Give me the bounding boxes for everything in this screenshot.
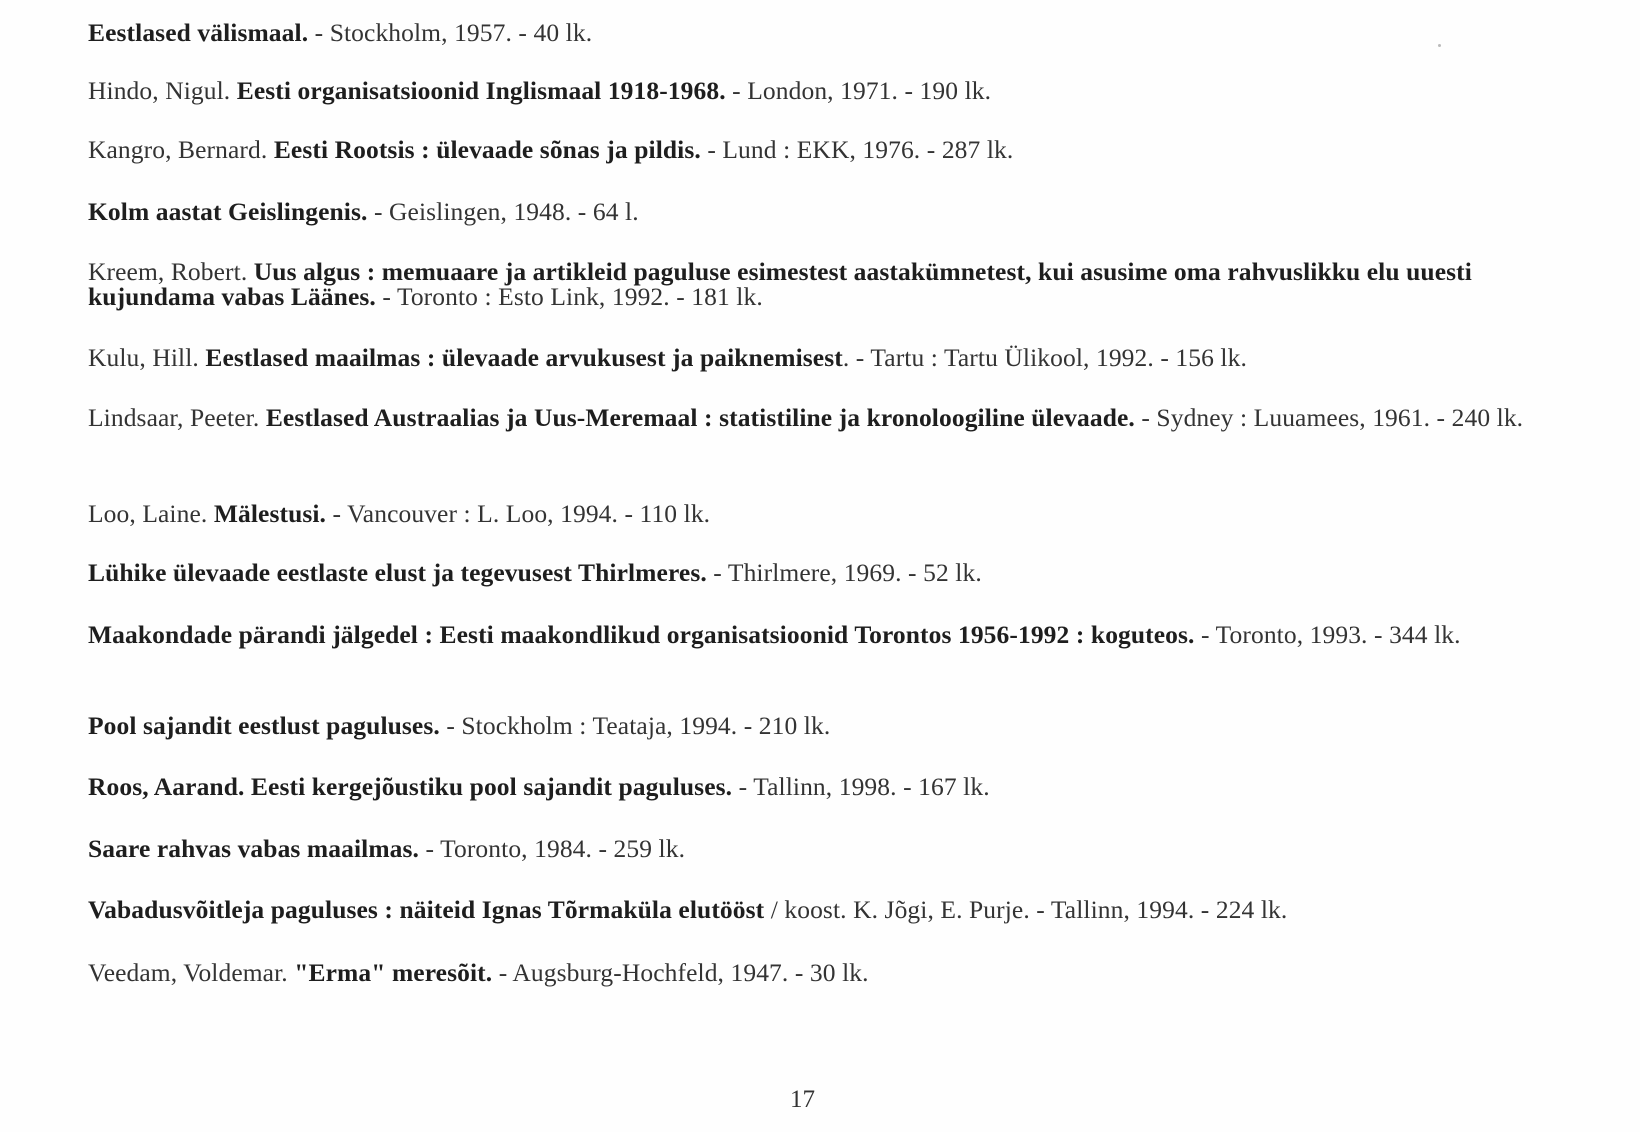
entry-publication: - Stockholm, 1957. - 40 lk. [308, 18, 593, 47]
entry-title: Eestlased maailmas : ülevaade arvukusest ja paiknemisest [205, 343, 843, 372]
bibliography-entry [88, 405, 1548, 430]
bibliography-entry [88, 960, 1548, 985]
entry-author: Veedam, Voldemar. [88, 958, 295, 987]
entry-author: Kangro, Bernard. [88, 135, 274, 164]
bibliography-entry [88, 560, 1548, 585]
bibliography-entry [88, 774, 1548, 799]
entry-title: Maakondade pärandi jälgedel : Eesti maakondlikud organisatsioonid Torontos 1956-1992 : koguteos. [88, 620, 1195, 649]
entry-author: Loo, Laine. [88, 499, 214, 528]
entry-publication: - Vancouver : L. Loo, 1994. - 110 lk. [326, 499, 711, 528]
entry-publication: . - Tartu : Tartu Ülikool, 1992. - 156 lk. [842, 343, 1247, 372]
entry-author: Lindsaar, Peeter. [88, 403, 266, 432]
page-number: 17 [790, 1086, 815, 1113]
bibliography-entry [88, 259, 1548, 309]
entry-publication: - Toronto, 1984. - 259 lk. [419, 834, 686, 863]
entry-title: Eesti organisatsioonid Inglismaal 1918-1968. [236, 76, 726, 105]
entry-publication: - Toronto, 1993. - 344 lk. [1194, 620, 1461, 649]
scan-speck [1438, 44, 1441, 47]
bibliography-entry [88, 137, 1548, 162]
bibliography-entry [88, 78, 1548, 103]
entry-title: Roos, Aarand. Eesti kergejõustiku pool sajandit paguluses. [88, 772, 733, 801]
entry-title: Vabadusvõitleja paguluses : näiteid Ignas Tõrmaküla elutööst [88, 895, 765, 924]
entry-title: Kolm aastat Geislingenis. [88, 197, 368, 226]
entry-publication: - Tallinn, 1998. - 167 lk. [732, 772, 990, 801]
entry-title: Mälestusi. [213, 499, 327, 528]
entry-publication: - Augsburg-Hochfeld, 1947. - 30 lk. [492, 958, 869, 987]
entry-publication: - Lund : EKK, 1976. - 287 lk. [700, 135, 1014, 164]
entry-title: Saare rahvas vabas maailmas. [88, 834, 420, 863]
entry-publication: - London, 1971. - 190 lk. [725, 76, 992, 105]
entry-publication: - Sydney : Luuamees, 1961. - 240 lk. [1134, 403, 1524, 432]
bibliography-entry [88, 501, 1548, 526]
bibliography-entry [88, 897, 1548, 922]
entry-title: Uus algus : memuaare ja artikleid paguluse esimestest aastakümnetest, kui asusime oma rahvuslikku elu uuesti kujundama vabas Läänes. [88, 257, 1472, 311]
bibliography-entry [88, 836, 1548, 861]
entry-publication: - Geislingen, 1948. - 64 l. [367, 197, 639, 226]
entry-publication: - Stockholm : Teataja, 1994. - 210 lk. [439, 711, 831, 740]
entry-publication: / koost. K. Jõgi, E. Purje. - Tallinn, 1994. - 224 lk. [764, 895, 1288, 924]
entry-title: Pool sajandit eestlust paguluses. [88, 711, 440, 740]
entry-author: Kreem, Robert. [88, 257, 254, 286]
bibliography-entry [88, 622, 1548, 647]
entry-title: Eestlased Austraalias ja Uus-Meremaal : statistiline ja kronoloogiline ülevaade. [265, 403, 1135, 432]
bibliography-entry [88, 20, 1548, 45]
entry-publication: - Toronto : Esto Link, 1992. - 181 lk. [375, 282, 763, 311]
bibliography-entry [88, 345, 1548, 370]
bibliography-entry [88, 199, 1548, 224]
entry-title: Lühike ülevaade eestlaste elust ja tegevusest Thirlmeres. [88, 558, 707, 587]
entry-author: Hindo, Nigul. [88, 76, 237, 105]
entry-title: Eesti Rootsis : ülevaade sõnas ja pildis. [273, 135, 701, 164]
bibliography-entry [88, 713, 1548, 738]
entry-title: Eestlased välismaal. [88, 18, 309, 47]
entry-title: "Erma" meresõit. [294, 958, 493, 987]
entry-author: Kulu, Hill. [88, 343, 206, 372]
entry-publication: - Thirlmere, 1969. - 52 lk. [706, 558, 982, 587]
